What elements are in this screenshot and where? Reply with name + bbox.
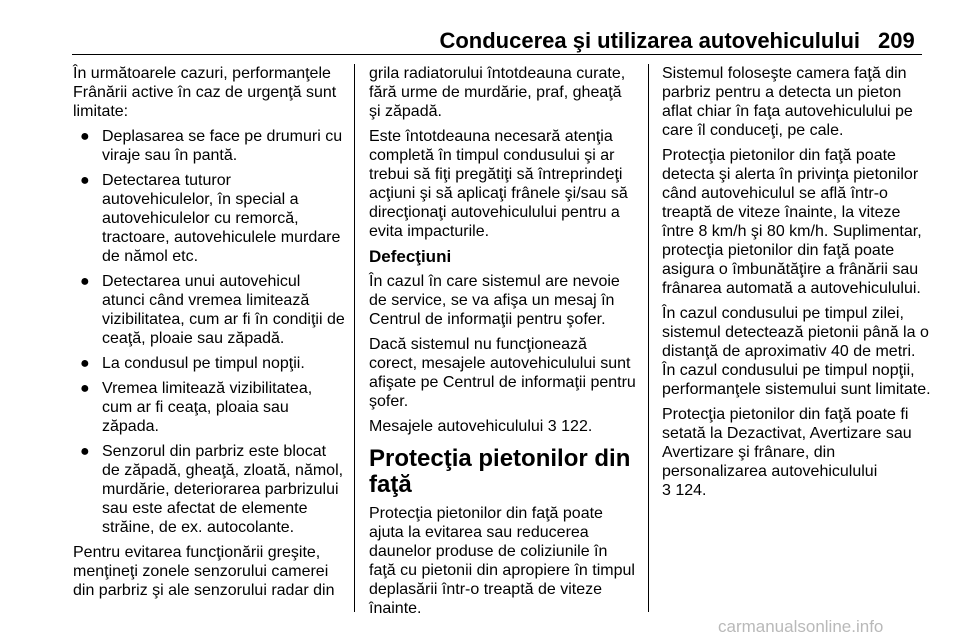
list-item (73, 272, 345, 348)
list-item-text: Vremea limitează vizibilitatea, cum ar fi ceaţa, ploaia sau zăpada. (102, 380, 313, 435)
chapter-title: Conducerea şi utilizarea autovehiculului (439, 28, 860, 53)
list-item-text: Detectarea unui autovehicul atunci când vremea limitează vizibilitatea, cum ar fi în condiţii de ceaţă, ploaie sau zăpadă. (102, 273, 345, 347)
list-item-text: Deplasarea se face pe drumuri cu viraje sau în pantă. (102, 128, 343, 164)
list-item (73, 442, 345, 537)
watermark: carmanualsonline.info (718, 617, 884, 636)
paragraph: Este întotdeauna necesară atenţia completă în timpul condusului şi ar trebui să fiţi pregătiţi să întreprindeţi acţiuni şi să aplicaţi frânele şi/sau să direcţionaţi autovehiculului pentru a evita impacturile. (369, 128, 628, 240)
intro-paragraph: În următoarele cazuri, performanţele Frânării active în caz de urgenţă sunt limitate: (73, 65, 337, 120)
bullet-icon: ● (80, 273, 90, 290)
column-2 (369, 64, 637, 624)
bullet-icon: ● (80, 355, 90, 372)
section-heading: Protecţia pietonilor din faţă (369, 445, 631, 498)
paragraph: Protecţia pietonilor din faţă poate ajuta la evitarea sau reducerea daunelor produse de coliziunile în faţă cu pietonii din apropiere în timpul deplasării într-o treaptă de viteze înainte. (369, 505, 635, 617)
bullet-icon: ● (80, 128, 90, 145)
reference-arrow-icon: 3 (547, 418, 557, 435)
list-item-text: La condusul pe timpul nopţii. (102, 355, 305, 372)
column-divider-1 (354, 64, 355, 612)
reference-page-link[interactable]: 122. (561, 418, 593, 435)
section-subheading: Defecţiuni (369, 247, 452, 266)
outro-paragraph: Pentru evitarea funcţionării greşite, menţineţi zonele senzorului camerei din parbriz şi ale senzorului radar din (73, 544, 335, 599)
reference-arrow-icon: 3 (662, 482, 671, 499)
paragraph-text: Protecţia pietonilor din faţă poate fi setată la Dezactivat, Avertizare sau Avertizare şi frânare, din personalizarea autovehiculului (662, 406, 912, 480)
column-1 (73, 64, 345, 606)
column-divider-2 (648, 64, 649, 612)
list-item (73, 171, 345, 266)
paragraph (662, 405, 932, 500)
header-rule (72, 54, 922, 55)
bullet-icon: ● (80, 443, 90, 460)
paragraph: Protecţia pietonilor din faţă poate detecta şi alerta în privinţa pietonilor când autovehiculul se află într-o treaptă de viteze înainte, la viteze între 8 km/h şi 80 km/h. Suplimentar, protecţia pietonilor din faţă poate asigura o îmbunătăţire a frânării sau frânarea automată a autovehiculului. (662, 147, 922, 297)
bullet-icon: ● (80, 172, 90, 189)
list-item (73, 379, 345, 436)
list-item (73, 127, 345, 165)
reference-text: Mesajele autovehiculului (369, 418, 544, 435)
list-item-text: Detectarea tuturor autovehiculelor, în special a autovehiculelor cu remorcă, tractoare, autovehiculele murdare de nămol etc. (102, 172, 341, 265)
paragraph (369, 417, 637, 436)
list-item (73, 354, 345, 373)
paragraph: În cazul condusului pe timpul zilei, sistemul detectează pietonii până la o distanţă de aproximativ 40 de metri. În cazul condusului pe timpul nopţii, performanţele sistemului sunt limitate. (662, 305, 931, 398)
bullet-icon: ● (80, 380, 90, 397)
paragraph: Dacă sistemul nu funcţionează corect, mesajele autovehiculului sunt afişate pe Centrul de informaţii pentru şofer. (369, 336, 636, 410)
page-number: 209 (878, 28, 915, 53)
paragraph: grila radiatorului întotdeauna curate, fără urme de murdărie, praf, gheaţă şi zăpadă. (369, 65, 626, 120)
column-3 (662, 64, 932, 506)
list-item-text: Senzorul din parbriz este blocat de zăpadă, gheaţă, zloată, nămol, murdărie, deteriorarea parbrizului sau este afectat de elemente străine, de ex. autocolante. (102, 443, 344, 536)
reference-page-link[interactable]: 124. (675, 482, 707, 499)
limitations-list (73, 127, 345, 537)
paragraph: Sistemul foloseşte camera faţă din parbriz pentru a detecta un pieton aflat chiar în faţa autovehiculului pe care îl conduceţi, pe cale. (662, 65, 913, 139)
paragraph: În cazul în care sistemul are nevoie de service, se va afişa un mesaj în Centrul de informaţii pentru şofer. (369, 273, 620, 328)
